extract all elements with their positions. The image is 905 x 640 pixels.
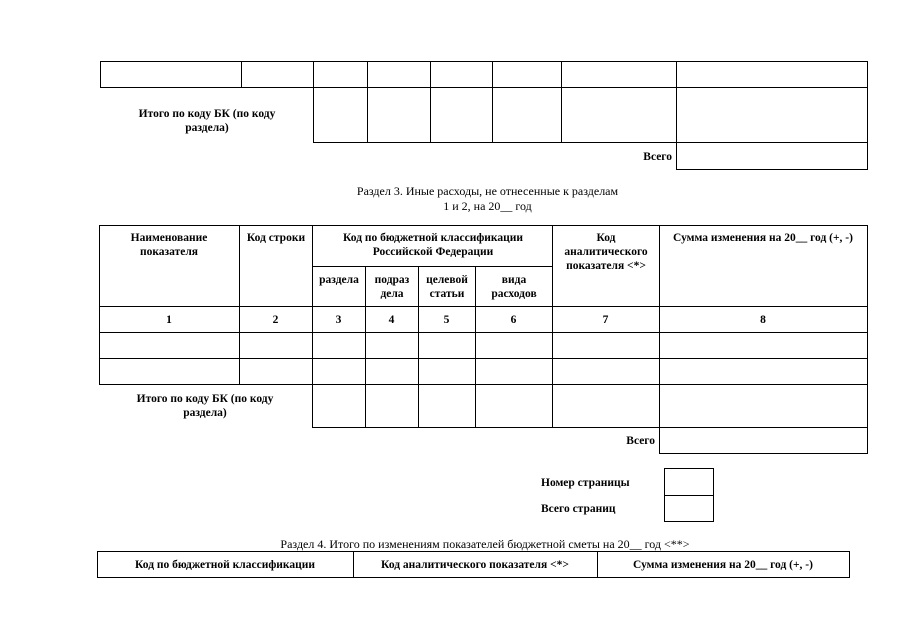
section2-total-by-code-label: Итого по коду БК (по коду раздела) <box>138 108 276 134</box>
col-num-2: 2 <box>272 314 279 326</box>
header-analytic: Код аналитического показателя <*> <box>564 232 648 272</box>
header-target: целевой статьи <box>426 274 468 300</box>
header-expense-type: вида расходов <box>491 274 537 300</box>
col-num-7: 7 <box>602 314 609 326</box>
section3-title-line2: 1 и 2, на 20__ год <box>443 199 532 213</box>
section4-header-sum-change: Сумма изменения на 20__ год (+, -) <box>633 559 813 571</box>
col-num-4: 4 <box>388 314 395 326</box>
header-section: раздела <box>319 274 359 286</box>
section3-grand-total-label: Всего <box>626 435 655 447</box>
col-num-3: 3 <box>335 314 342 326</box>
col-num-8: 8 <box>760 314 766 326</box>
page-number-label: Номер страницы <box>541 477 630 489</box>
col-num-6: 6 <box>510 314 517 326</box>
header-subsection: подраз дела <box>374 274 410 300</box>
total-pages-field[interactable] <box>665 496 713 521</box>
section4-header-bk-code: Код по бюджетной классификации <box>135 559 315 571</box>
total-pages-label: Всего страниц <box>541 503 616 515</box>
section4-header-analytic: Код аналитического показателя <*> <box>381 559 569 571</box>
header-name: Наименование показателя <box>130 232 208 258</box>
header-sum-change: Сумма изменения на 20__ год (+, -) <box>673 232 853 244</box>
section2-grand-total-label: Всего <box>643 151 672 163</box>
header-line-code: Код строки <box>246 232 306 244</box>
page-number-field[interactable] <box>665 469 713 495</box>
section3-total-by-code-label: Итого по коду БК (по коду раздела) <box>136 393 274 419</box>
section4-title: Раздел 4. Итого по изменениям показателей бюджетной сметы на 20__ год <**> <box>280 537 690 551</box>
col-num-5: 5 <box>443 314 450 326</box>
col-num-1: 1 <box>166 314 172 326</box>
header-bk-code: Код по бюджетной классификации Российской Федерации <box>343 232 523 258</box>
section3-title-line1: Раздел 3. Иные расходы, не отнесенные к разделам <box>356 184 619 198</box>
